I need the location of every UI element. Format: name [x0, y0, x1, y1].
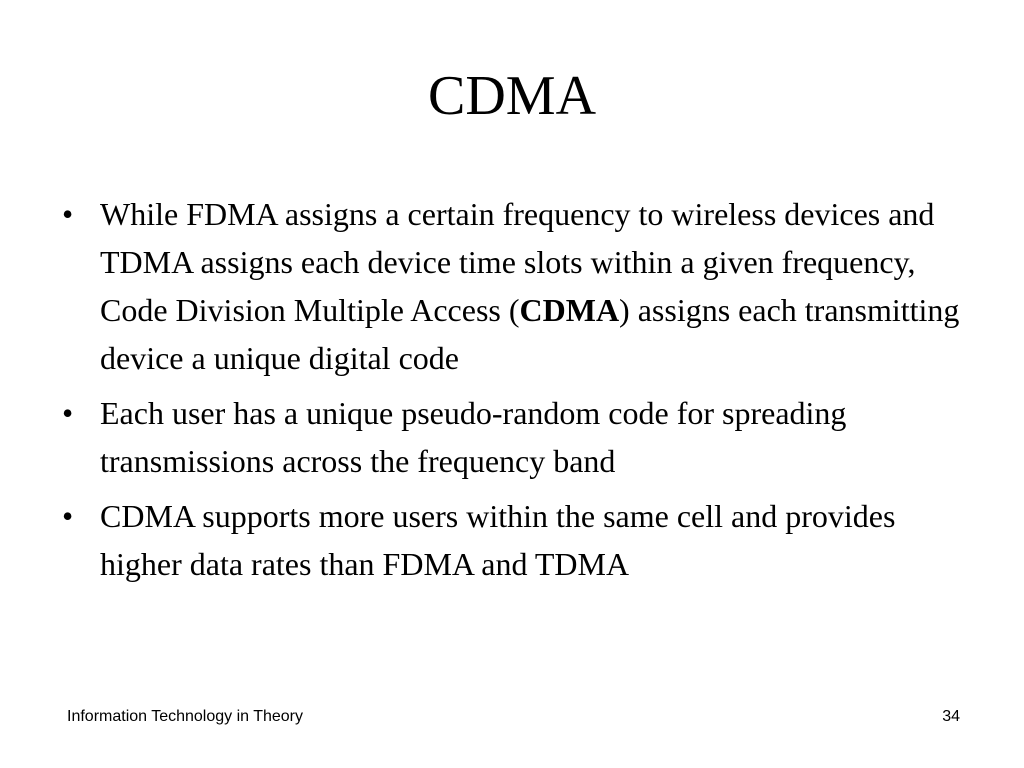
bullet-icon: • [62, 498, 74, 534]
bullet-list [62, 190, 962, 595]
bullet-icon: • [62, 196, 74, 232]
bullet-text-start: While FDMA assigns a certain frequency to wireless devices and TDMA assigns each device time slots within a given frequency, Code Division Multiple Access ( [100, 196, 935, 328]
bullet-item [62, 190, 962, 382]
page-number: 34 [942, 708, 960, 725]
bullet-text-end: ) assigns each transmitting device a unique digital code [100, 292, 960, 376]
slide-title: CDMA [427, 65, 597, 127]
bullet-item [62, 492, 962, 588]
bullet-icon: • [62, 395, 74, 431]
bullet-text [100, 196, 959, 376]
bullet-bold-term: CDMA [519, 292, 620, 328]
bullet-text: Each user has a unique pseudo-random code for spreading transmissions across the frequency band [100, 395, 847, 479]
bullet-item [62, 389, 962, 485]
bullet-text: CDMA supports more users within the same cell and provides higher data rates than FDMA and TDMA [100, 498, 896, 582]
footer-text: Information Technology in Theory [67, 708, 303, 725]
